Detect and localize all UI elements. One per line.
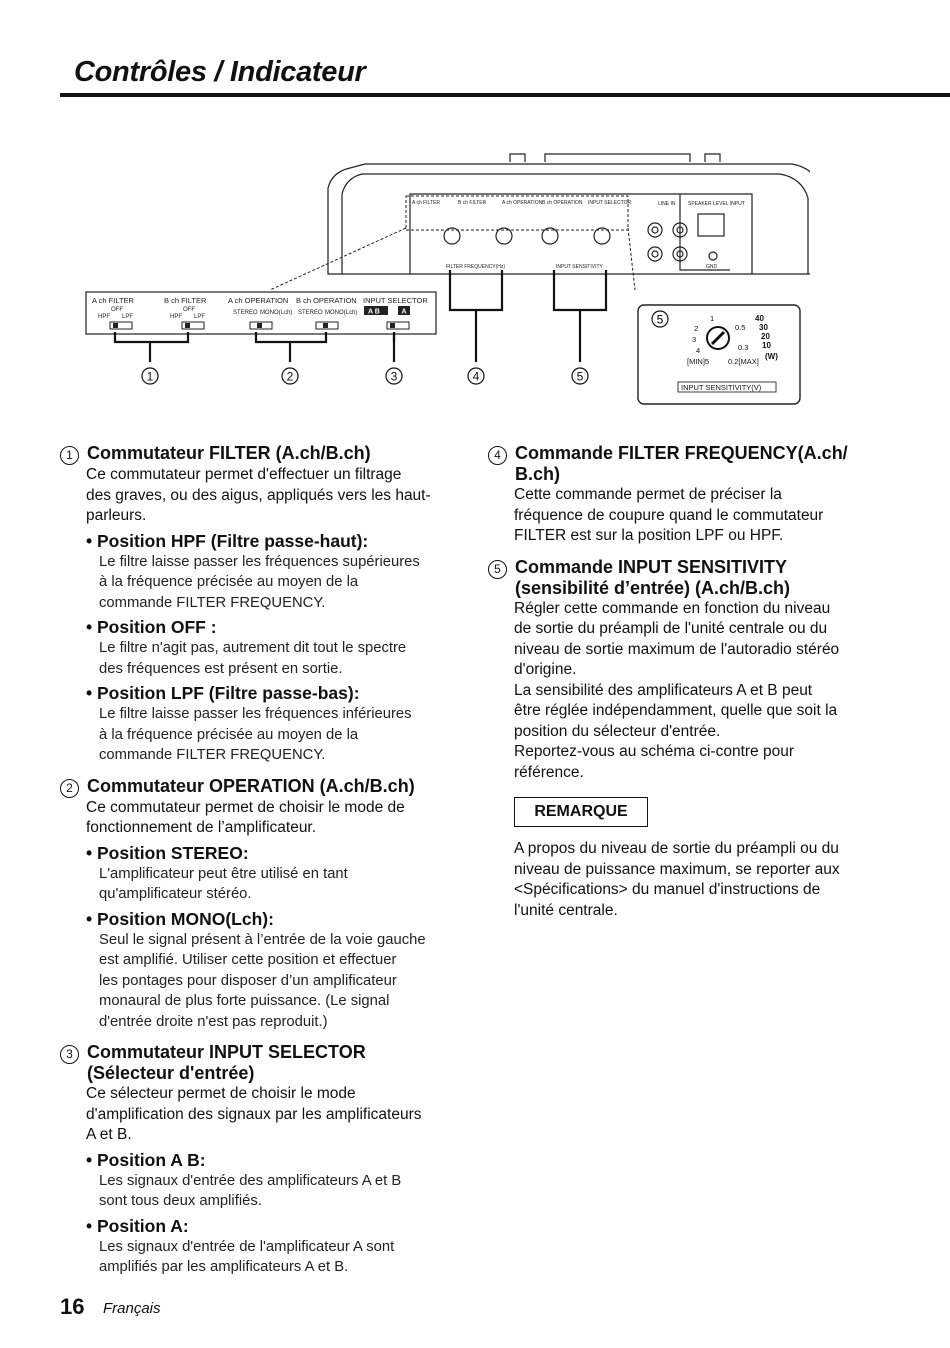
subsection-title: • Position STEREO:: [86, 842, 249, 863]
panel-speaker-level-input: SPEAKER LEVEL INPUT: [688, 201, 745, 207]
subsection-body: Les signaux d'entrée de l'amplificateur A sont amplifiés par les amplificateurs A et B.: [99, 1238, 395, 1275]
subsection-mono: [86, 909, 460, 1033]
callout-3: 3: [390, 369, 398, 384]
subsection-title: • Position HPF (Filtre passe-haut):: [86, 530, 369, 551]
section-number: 2: [60, 779, 79, 798]
callout-lines: [115, 270, 606, 362]
page-title: Contrôles / Indicateur: [74, 56, 366, 88]
note-label: REMARQUE: [514, 797, 648, 827]
subsection-off: [86, 617, 460, 679]
section-number: 3: [60, 1045, 79, 1064]
subsection-a: [86, 1216, 460, 1278]
subsection-ab: [86, 1150, 460, 1212]
zoom-input-selector-label: INPUT SELECTOR: [363, 296, 428, 305]
callout-4: 4: [472, 369, 480, 384]
zoom-a-hpf: HPF: [98, 314, 110, 320]
subsection-body: Le filtre laisse passer les fréquences inférieures à la fréquence précisée au moyen de la commande FILTER FREQUENCY.: [99, 706, 412, 763]
zoom-ab-badge: A B: [368, 308, 380, 316]
dial-watt-unit: (W): [765, 352, 778, 361]
panel-b-filter-small: B ch FILTER: [458, 200, 487, 206]
zoom-a-stereo: STEREO: [233, 310, 258, 316]
subsection-body: Le filtre laisse passer les fréquences supérieures à la fréquence précisée au moyen de la commande FILTER FREQUENCY.: [99, 553, 420, 611]
section-body: Régler cette commande en fonction du niveau de sortie du préampli de l'unité centrale ou du niveau de sortie maximum de l'autoradio stéréo d'origine. La sensibilité des amplificateurs A et B peut être réglée indépendamment, quelle que soit la position du sélecteur d'entrée. Reportez-vous au schéma ci-contre pour référence.: [514, 599, 840, 781]
footer-language: Français: [103, 1300, 161, 1317]
section-filter-switch: [60, 443, 460, 766]
section-title: Commande FILTER FREQUENCY(A.ch/ B.ch): [515, 443, 848, 484]
subsection-title: • Position A B:: [86, 1149, 206, 1170]
dial-watt-10: 10: [762, 341, 771, 350]
amplifier-body: [328, 154, 810, 274]
section-title: Commande INPUT SENSITIVITY (sensibilité d’entrée) (A.ch/B.ch): [515, 556, 791, 598]
dial-min-label: [MIN]5: [687, 357, 710, 366]
section-title: Commutateur INPUT SELECTOR (Sélecteur d'entrée): [87, 1042, 366, 1083]
section-filter-frequency: [488, 443, 888, 547]
subsection-hpf: [86, 531, 460, 614]
panel-b-operation-small: B ch OPERATION: [542, 200, 583, 206]
zoomed-panel: [86, 292, 436, 334]
panel-filter-frequency: FILTER FREQUENCY(Hz): [446, 264, 506, 270]
subsection-title: • Position MONO(Lch):: [86, 908, 274, 929]
subsection-title: • Position OFF :: [86, 617, 217, 637]
zoom-a-filter-label: A ch FILTER: [92, 296, 134, 305]
zoom-b-operation-label: B ch OPERATION: [296, 296, 357, 305]
note-body: A propos du niveau de sortie du préampli ou du niveau de puissance maximum, se reporter aux <Spécifications> du manuel d'instructions de l'unité centrale.: [514, 840, 840, 919]
dial-caption: INPUT SENSITIVITY(V): [681, 383, 762, 392]
callout-5: 5: [576, 369, 584, 384]
subsection-stereo: [86, 843, 460, 905]
callout-numbers: [142, 368, 588, 384]
page-number: 16: [60, 1294, 85, 1319]
section-operation-switch: [60, 776, 460, 1033]
dial-mark-2: 2: [694, 324, 699, 333]
zoom-a-badge: A: [401, 308, 407, 316]
subsection-body: Le filtre n'agit pas, autrement dit tout le spectre des fréquences est présent en sortie.: [99, 640, 407, 677]
panel-input-sensitivity: INPUT SENSITIVITY: [556, 264, 603, 270]
section-number: 5: [488, 560, 507, 579]
left-column: [60, 443, 460, 1288]
section-input-sensitivity: [488, 557, 888, 784]
amplifier-diagram: [80, 150, 810, 410]
section-body: Ce commutateur permet d'effectuer un filtrage des graves, ou des aigus, appliqués vers les haut- parleurs.: [86, 466, 431, 524]
dial-mark-05: 0.5: [735, 323, 746, 332]
right-column: [488, 443, 888, 921]
panel-input-selector-small: INPUT SELECTOR: [588, 200, 632, 206]
sensitivity-dial: [638, 305, 800, 404]
zoom-b-mono: MONO(Lch): [325, 310, 358, 316]
zoom-a-off: OFF: [111, 307, 123, 313]
subsection-lpf: [86, 683, 460, 766]
panel-labels-small: [412, 200, 745, 270]
subsection-title: • Position LPF (Filtre passe-bas):: [86, 683, 360, 703]
amplifier-illustration: [80, 150, 810, 410]
zoom-b-lpf: LPF: [194, 314, 206, 320]
subsection-body: Les signaux d'entrée des amplificateurs A et B sont tous deux amplifiés.: [99, 1172, 402, 1209]
zoom-b-hpf: HPF: [170, 314, 182, 320]
panel-a-operation-small: A ch OPERATION: [502, 200, 543, 206]
zoom-a-lpf: LPF: [122, 314, 134, 320]
dial-watt-30: 30: [759, 323, 768, 332]
zoom-b-filter-label: B ch FILTER: [164, 296, 207, 305]
section-input-selector: [60, 1042, 460, 1278]
zoom-a-mono: MONO(Lch): [260, 310, 293, 316]
dial-callout: 5: [656, 312, 664, 327]
subsection-body: Seul le signal présent à l’entrée de la voie gauche est amplifié. Utiliser cette position et effectuer les pontages pour disposer d’un amplificateur monaural de plus forte puissance. (Le signal d'entrée droite n'est pas reproduit.): [99, 931, 426, 1030]
panel-line-in: LINE IN: [658, 201, 676, 207]
section-number: 4: [488, 446, 507, 465]
dial-mark-4: 4: [696, 346, 701, 355]
zoom-a-operation-label: A ch OPERATION: [228, 296, 289, 305]
dial-max-label: 0.2[MAX]: [728, 357, 759, 366]
zoom-guides: [270, 228, 635, 290]
section-body: Cette commande permet de préciser la fréquence de coupure quand le commutateur FILTER est sur la position LPF ou HPF.: [514, 486, 824, 544]
section-body: Ce sélecteur permet de choisir le mode d'amplification des signaux par les amplificateurs A et B.: [86, 1085, 422, 1143]
panel-gnd: GND: [706, 264, 718, 270]
dial-watt-20: 20: [761, 332, 770, 341]
title-rule: [60, 93, 950, 97]
callout-1: 1: [146, 369, 154, 384]
dial-mark-03: 0.3: [738, 343, 749, 352]
dial-mark-3: 3: [692, 335, 697, 344]
subsection-body: L'amplificateur peut être utilisé en tant qu'amplificateur stéréo.: [99, 865, 348, 902]
callout-2: 2: [286, 369, 294, 384]
section-body: Ce commutateur permet de choisir le mode de fonctionnement de l’amplificateur.: [86, 798, 405, 836]
subsection-title: • Position A:: [86, 1215, 189, 1236]
section-title: Commutateur FILTER (A.ch/B.ch): [87, 443, 371, 463]
dial-watt-40: 40: [755, 314, 764, 323]
section-number: 1: [60, 446, 79, 465]
panel-a-filter-small: A ch FILTER: [412, 200, 440, 206]
zoom-b-stereo: STEREO: [298, 310, 323, 316]
section-title: Commutateur OPERATION (A.ch/B.ch): [87, 775, 415, 796]
dial-mark-1: 1: [710, 314, 715, 323]
panel-knobs: [444, 214, 724, 261]
zoom-b-off: OFF: [183, 307, 195, 313]
